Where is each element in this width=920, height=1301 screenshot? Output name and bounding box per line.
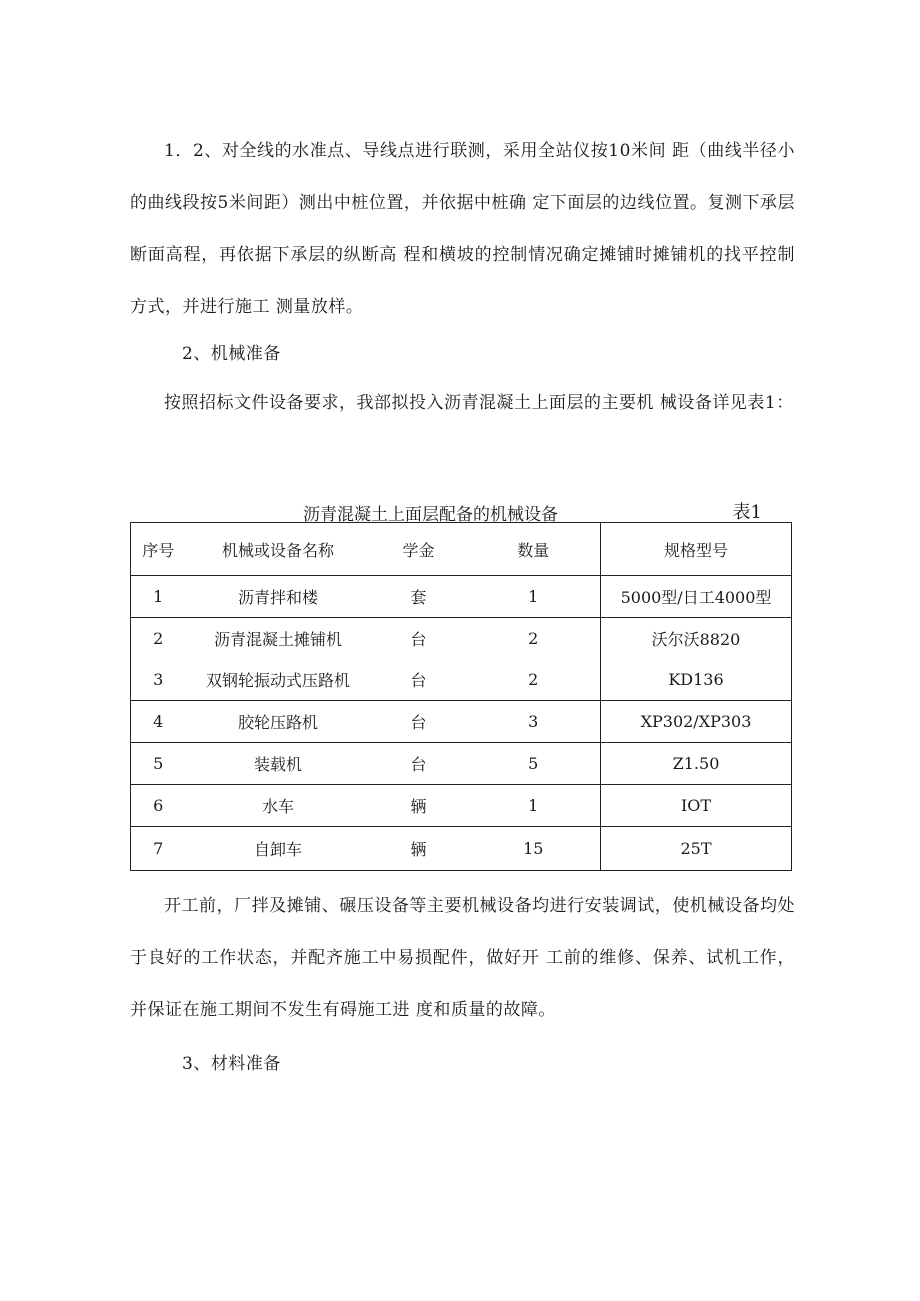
cell-name: 沥青拌和楼 — [186, 576, 371, 618]
cell-spec: KD136 — [601, 659, 792, 701]
cell-unit: 台 — [371, 743, 467, 785]
table-row — [131, 701, 792, 743]
cell-unit: 辆 — [371, 785, 467, 827]
cell-qty: 15 — [467, 827, 601, 871]
cell-no: 7 — [131, 827, 186, 871]
cell-no: 2 — [131, 618, 186, 660]
table-row — [131, 785, 792, 827]
section-heading-machinery: 2、机械准备 — [182, 344, 281, 364]
cell-no: 5 — [131, 743, 186, 785]
cell-name: 胶轮压路机 — [186, 701, 371, 743]
cell-unit: 台 — [371, 701, 467, 743]
cell-qty: 1 — [467, 785, 601, 827]
cell-name: 沥青混凝土摊铺机 — [213, 630, 342, 649]
table-label: 表1 — [732, 502, 762, 523]
header-name: 机械或设备名称 — [186, 523, 371, 576]
paragraph-preparation: 开工前，厂拌及摊铺、碾压设备等主要机械设备均进行安装调试，使机械设备均处于良好的工作状态，并配齐施工中易损配件，做好开 工前的维修、保养、试机工作，并保证在施工期间不发生有碍施工进 度和质量的故障。 — [130, 896, 795, 1020]
paragraph-machinery-intro: 按照招标文件设备要求，我部拟投入沥青混凝土上面层的主要机 械设备详见表1： — [164, 393, 794, 413]
cell-no: 4 — [131, 701, 186, 743]
table-caption — [130, 500, 790, 525]
cell-name: 双钢轮振动式压路机 — [186, 659, 371, 701]
header-unit: 学金 — [371, 523, 467, 576]
cell-spec: XP302/XP303 — [601, 701, 792, 743]
cell-spec: Z1.50 — [601, 743, 792, 785]
cell-unit: 套 — [371, 576, 467, 618]
header-qty: 数量 — [467, 523, 601, 576]
cell-name: 装载机 — [186, 743, 371, 785]
table-row — [131, 743, 792, 785]
header-spec: 规格型号 — [601, 523, 792, 576]
cell-qty: 5 — [467, 743, 601, 785]
cell-spec: 25T — [601, 827, 792, 871]
table-title: 沥青混凝土上面层配备的机械设备 — [303, 505, 558, 525]
table-header-row — [131, 523, 792, 576]
table-row — [131, 618, 792, 660]
section-heading-materials: 3、材料准备 — [182, 1054, 281, 1074]
equipment-table — [130, 522, 792, 871]
cell-unit: 辆 — [371, 827, 467, 871]
cell-qty: 3 — [467, 701, 601, 743]
table-row — [131, 659, 792, 701]
paragraph-survey: 1．2、对全线的水准点、导线点进行联测，采用全站仪按10米间 距（曲线半径小的曲线段按5米间距）测出中桩位置，并依据中桩确 定下面层的边线位置。复测下承层断面高程，再依据下承层的纵断高 程和横坡的控制情况确定摊铺时摊铺机的找平控制方式，并进行施工 测量放样。 — [130, 141, 795, 317]
cell-name: 水车 — [186, 785, 371, 827]
cell-qty: 1 — [467, 576, 601, 618]
cell-unit: 台 — [410, 630, 427, 649]
header-no: 序号 — [131, 523, 186, 576]
cell-qty: 2 — [528, 629, 539, 648]
cell-no: 3 — [131, 659, 186, 701]
cell-qty: 2 — [467, 659, 601, 701]
cell-spec: 5000型/日工4000型 — [601, 576, 792, 618]
cell-no: 6 — [131, 785, 186, 827]
cell-unit: 台 — [371, 659, 467, 701]
cell-no: 1 — [131, 576, 186, 618]
cell-name: 自卸车 — [186, 827, 371, 871]
table-row — [131, 576, 792, 618]
cell-spec: IOT — [601, 785, 792, 827]
table-row — [131, 827, 792, 871]
cell-spec: 沃尔沃8820 — [601, 618, 792, 660]
